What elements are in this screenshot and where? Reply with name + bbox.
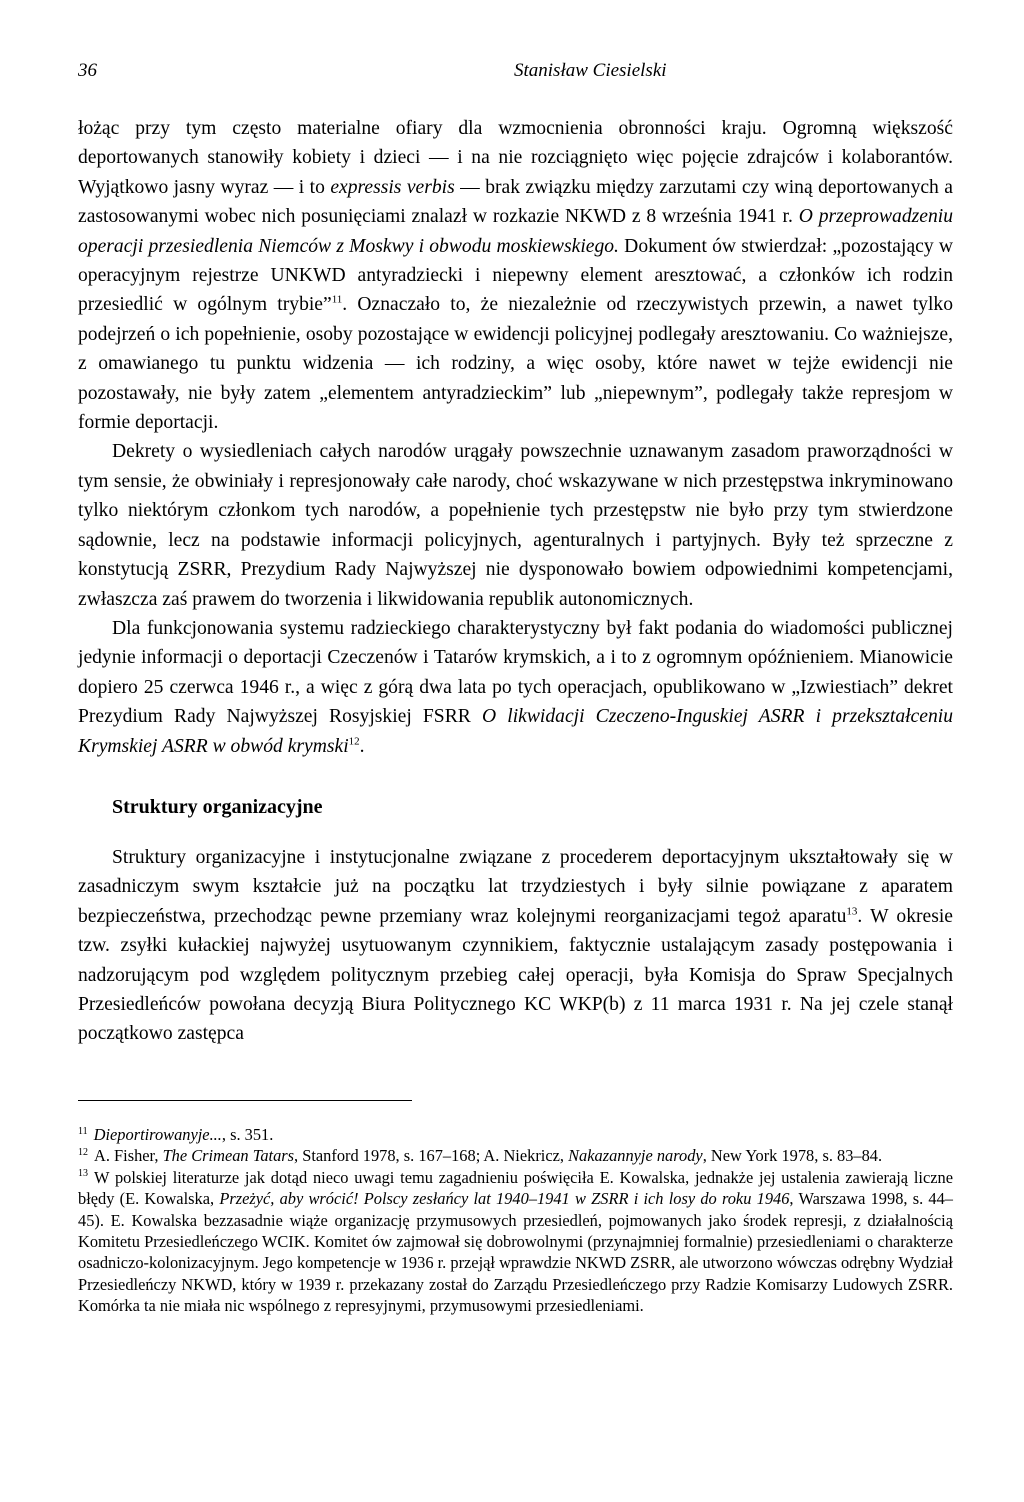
- footnote-ref[interactable]: 13: [846, 905, 858, 918]
- footnote-separator: [78, 1100, 412, 1101]
- text-run: Struktury organizacyjne i instytucjonalne związane z procederem deportacyjnym ukształtowały się w zasadniczym swym kształcie już na początku lat trzydziestych i były silnie powiązane z aparatem bezpieczeństwa, przechodząc pewne przemiany wraz kolejnymi reorganizacjami tegoż aparatu: [78, 846, 953, 927]
- text-run: , Warszawa 1998, s. 44–45). E. Kowalska bezzasadnie wiąże organizację przymusowych przesiedleń, pojmowanych jako środek represji, z działalnością Komitetu Przesiedleńczego WCIK. Komitet ów zajmował się dobrowolnymi (przynajmniej formalnie) przesiedleniami o charakterze osadniczo-kolonizacyjnym. Jego kompetencje w 1936 r. przejął wprawdzie NKWD ZSRR, ale utworzono wówczas odrębny Wydział Przesiedleńczy NKWD, który w 1939 r. przekazany został do Zarządu Przesiedleńczego przy Radzie Komisarzy Ludowych ZSRR. Komórka ta nie miała nic wspólnego z represyjnymi, przymusowymi przesiedleniami.: [78, 1189, 953, 1316]
- text-run: , s. 351.: [221, 1125, 274, 1144]
- text-run: Dla funkcjonowania systemu radzieckiego charakterystyczny był fakt podania do wiadomości publicznej jedynie informacji o deportacji Czeczenów i Tatarów krymskich, a i to z ogromnym opóźnieniem. Mianowicie dopiero 25 czerwca 1946 r., a więc z górą dwa lata po tych operacjach, opublikowano w „Izwiestiach” dekret Prezydium Rady Najwyższej Rosyjskiej FSRR: [78, 617, 953, 728]
- text-run: Dokument ów stwierdzał: „pozostający w operacyjnym rejestrze UNKWD antyradziecki i niepewny element aresztować, a członków ich rodzin przesiedlić w ogólnym trybie”: [78, 235, 953, 316]
- paragraph: [78, 114, 953, 437]
- footnote-ref[interactable]: 12: [348, 735, 360, 747]
- text-run: . Oznaczało to, że niezależnie od rzeczywistych przewin, a nawet tylko podejrzeń o ich popełnienie, osoby pozostające w ewidencji policyjnej podlegały aresztowaniu. Co ważniejsze, z omawianego tu punktu widzenia — ich rodziny, a więc osoby, które nawet w tejże ewidencji nie pozostawały, nie były zatem „elementem antyradzieckim” lub „niepewnym”, podlegały także represjom w formie deportacji.: [78, 294, 953, 434]
- text-run: A. Fisher,: [94, 1146, 163, 1166]
- paragraph: [78, 843, 953, 1049]
- footnote: [78, 1145, 953, 1166]
- footnote-number: 13: [78, 1168, 88, 1180]
- italic-run: Dieportirowanyje...: [93, 1125, 222, 1144]
- footnote: [78, 1124, 953, 1145]
- section-heading: Struktury organizacyjne: [112, 795, 323, 818]
- italic-run: The Crimean Tatars: [162, 1146, 295, 1166]
- page-header: [78, 60, 946, 90]
- running-head: Stanisław Ciesielski: [514, 60, 667, 81]
- italic-run: Nakazannyje narody: [568, 1146, 703, 1166]
- italic-run: O przeprowadzeniu operacji przesiedlenia Niemców z Moskwy i obwodu moskiewskiego.: [78, 206, 953, 257]
- paragraph: [78, 614, 953, 761]
- text-run: — brak związku między zarzutami czy winą deportowanych a zastosowanymi wobec nich posunięciami znalazł w rozkazie NKWD z 8 września 1941 r.: [78, 176, 953, 228]
- italic-run: expressis verbis: [330, 176, 455, 198]
- text-run: , Stanford 1978, s. 167–168; A. Niekricz,: [294, 1146, 569, 1166]
- body-text: [78, 114, 953, 1049]
- footnote-number: 11: [78, 1125, 88, 1137]
- page-number: 36: [78, 60, 97, 81]
- italic-run: Przeżyć, aby wrócić! Polscy zesłańcy lat 1940–1941 w ZSRR i ich losy do roku 1946: [219, 1189, 790, 1209]
- text-run: .: [359, 735, 365, 757]
- text-run: , New York 1978, s. 83–84.: [702, 1146, 883, 1166]
- text-run: W polskiej literaturze jak dotąd nieco uwagi temu zagadnieniu poświęciła E. Kowalska, jednakże jej ustalenia zawierają liczne błędy (E. Kowalska,: [78, 1167, 953, 1209]
- footnote-ref[interactable]: 11: [331, 293, 343, 306]
- footnotes: [78, 1124, 953, 1317]
- footnote: [78, 1167, 953, 1317]
- footnote-number: 12: [78, 1146, 88, 1158]
- text-run: . W okresie tzw. zsyłki kułackiej najwyżej usytuowanym czynnikiem, faktycznie ustalającym zasady postępowania i nadzorującym pod względem politycznym przebieg całej operacji, była Komisja do Spraw Specjalnych Przesiedleńców powołana decyzją Biura Politycznego KC WKP(b) z 11 marca 1931 r. Na jej czele stanął początkowo zastępca: [78, 905, 954, 1045]
- text-run: łożąc przy tym często materialne ofiary dla wzmocnienia obronności kraju. Ogromną większość deportowanych stanowiły kobiety i dzieci — i na nie rozciągnięto więc pojęcie zdrajców i kolaborantów. Wyjątkowo jasny wyraz — i to: [78, 118, 953, 198]
- paragraph: Dekrety o wysiedleniach całych narodów urągały powszechnie uznawanym zasadom praworządności w tym sensie, że obwiniały i represjonowały całe narody, choć wskazywane w nich przestępstwa inkryminowano tylko niektórym członkom tych narodów, a popełnienie tych przestępstw nie było przy tym stwierdzone sądownie, lecz na podstawie informacji policyjnych, agenturalnych i partyjnych. Były też sprzeczne z konstytucją ZSRR, Prezydium Rady Najwyższej nie dysponowało bowiem odpowiednimi kompetencjami, zwłaszcza zaś prawem do tworzenia i likwidowania republik autonomicznych.: [78, 441, 953, 610]
- italic-run: O likwidacji Czeczeno-Inguskiej ASRR i przekształceniu Krymskiej ASRR w obwód krymski: [78, 706, 953, 757]
